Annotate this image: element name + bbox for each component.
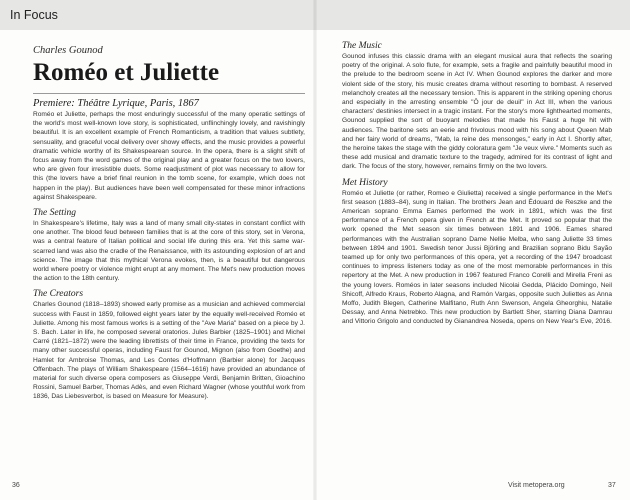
premiere-section <box>33 98 305 202</box>
left-page-column <box>33 40 305 407</box>
creators-heading: The Creators <box>33 289 84 300</box>
creators-body: Charles Gounod (1818–1893) showed early promise as a musician and achieved commercial success with Faust in 1859, followed eight years later by the equally well-received Roméo et Juliette. Among his most famous works is a setting of the "Ave Maria" based on a piece by J. S. Bach. Later in life, he composed several oratorios. Jules Barbier (1825–1901) and Michel Carré (1821–1872) were the leading librettists of their time in France, providing the texts for many other successful operas, including Faust for Gounod, Mignon (also from Goethe) and Hamlet for Ambroise Thomas, and Les Contes d'Hoffmann (Barbier alone) for Jacques Offenbach. The plays of William Shakespeare (1564–1616) have provided an abundance of material for such diverse opera composers as Giuseppe Verdi, Benjamin Britten, Gioachino Rossini, Samuel Barber, Thomas Adès, and even Richard Wagner (whose youthful work from 1836, Das Liebesverbot, is based on Measure for Measure). <box>33 301 305 401</box>
title-divider <box>33 93 305 94</box>
history-body: Roméo et Juliette (or rather, Romeo e Giulietta) received a single performance in the Met's first season (1883–84), sung in Italian. The brothers Jean and Édouard de Reszke and the American soprano Emma Eames performed the work in 1891, which was the first performance of a French opera given in French at the Met. It proved so popular that the work opened the Met season six times between 1891 and 1906. Eames shared performances with the Australian soprano Dame Nellie Melba, who sang Juliette 33 times between 1894 and 1901. Swedish tenor Jussi Björling and Brazilian soprano Bidu Sayão teamed up for only two performances of this opera, yet a recording of the 1947 broadcast continues to impress listeners today as one of the most memorable performances in this repertory at the Met. A new production in 1967 featured Franco Corelli and Mirella Freni as the young lovers. Roméos in later seasons included Nicolai Gedda, Plácido Domingo, Neil Shicoff, Alfredo Kraus, Roberto Alagna, and Ramón Vargas, opposite such Juliettes as Anna Moffo, Judith Blegen, Catherine Malfitano, Ruth Ann Swenson, Angela Gheorghiu, Natalie Dessay, and Anna Netrebko. This new production by Bartlett Sher, starring Diana Damrau and Vittorio Grigolo and conducted by Gianandrea Noseda, opens on New Year's Eve, 2016. <box>342 189 612 326</box>
setting-section <box>33 207 305 283</box>
music-body: Gounod infuses this classic drama with an elegant musical aura that reflects the soaring poetry of the original. A solo flute, for example, sets a fragile and painfully beautiful mood in the prelude to the bedroom scene in Act IV. When Gounod explores the darker and more violent side of the story, his music creates drama without resorting to bombast. A reserved melancholy creates all the necessary tension. This is apparent in the striking opening chorus and especially in the arresting ensemble "Ô jour de deuil" in Act III, when the various characters' destinies intersect in a tragic instant. For the story's more lighthearted moments, Gounod supplied the sort of buoyant melodies that made his Faust a huge hit with audiences. The baritone sets an eerie and frivolous mood with his song about Queen Mab and her fairy world of dreams, "Mab, la reine des mensonges," early in Act I. Shortly after, the heroine takes the stage with the giddy coloratura gem "Je veux vivre." Moments such as these add musical and dramatic texture to the tragedy, admired for its contrast of light and dark. The focus of the story, however, remains firmly on the two lovers. <box>342 53 612 171</box>
premiere-heading: Premiere: Théâtre Lyrique, Paris, 1867 <box>33 98 199 109</box>
opera-title: Roméo et Juliette <box>33 59 220 86</box>
composer-name: Charles Gounod <box>33 45 103 56</box>
page-number-left: 36 <box>12 482 20 489</box>
setting-body: In Shakespeare's lifetime, Italy was a land of many small city-states in constant conflict with one another. The blood feud between families that is at the core of this story, set in Verona, was a central feature of Italian political and social life during this era. Yet this same war-scarred land was also the cradle of the Renaissance, with its astounding explosion of art and science. The image that this mythical Verona evokes, then, is a beautiful but dangerous world where poetry or violence might erupt at any moment. The Met's new production moves the action to the 18th century. <box>33 220 305 283</box>
section-tag: In Focus <box>10 8 58 22</box>
music-section <box>342 40 612 172</box>
history-heading: Met History <box>342 177 388 188</box>
footer-url-link[interactable]: Visit metopera.org <box>508 482 565 489</box>
setting-heading: The Setting <box>33 208 77 219</box>
page-number-right: 37 <box>608 482 616 489</box>
creators-section <box>33 288 305 401</box>
history-section <box>342 177 612 327</box>
page-gutter <box>313 0 317 500</box>
premiere-body: Roméo et Juliette, perhaps the most enduringly successful of the many operatic settings of the world's most well-known love story, is sophisticated, unflinchingly lovely, and ravishingly beautiful. It is an excellent example of French Romanticism, a tradition that values subtlety, sensuality, and graceful vocal delivery over showy effects, and the music provides a powerful dramatic vehicle worthy of its Shakespearean source. In the opera, there is a slight shift of focus away from the word games of the original play and a greater focus on the two lovers, who are given four irresistible duets. Some readjustment of plot was necessary to allow for this (the lovers have a brief final reunion in the tomb scene, for example, which does not happen in the play). But audiences have been well compensated for these minor infractions against Shakespeare. <box>33 111 305 201</box>
right-page-column <box>342 40 612 332</box>
music-heading: The Music <box>342 41 382 51</box>
